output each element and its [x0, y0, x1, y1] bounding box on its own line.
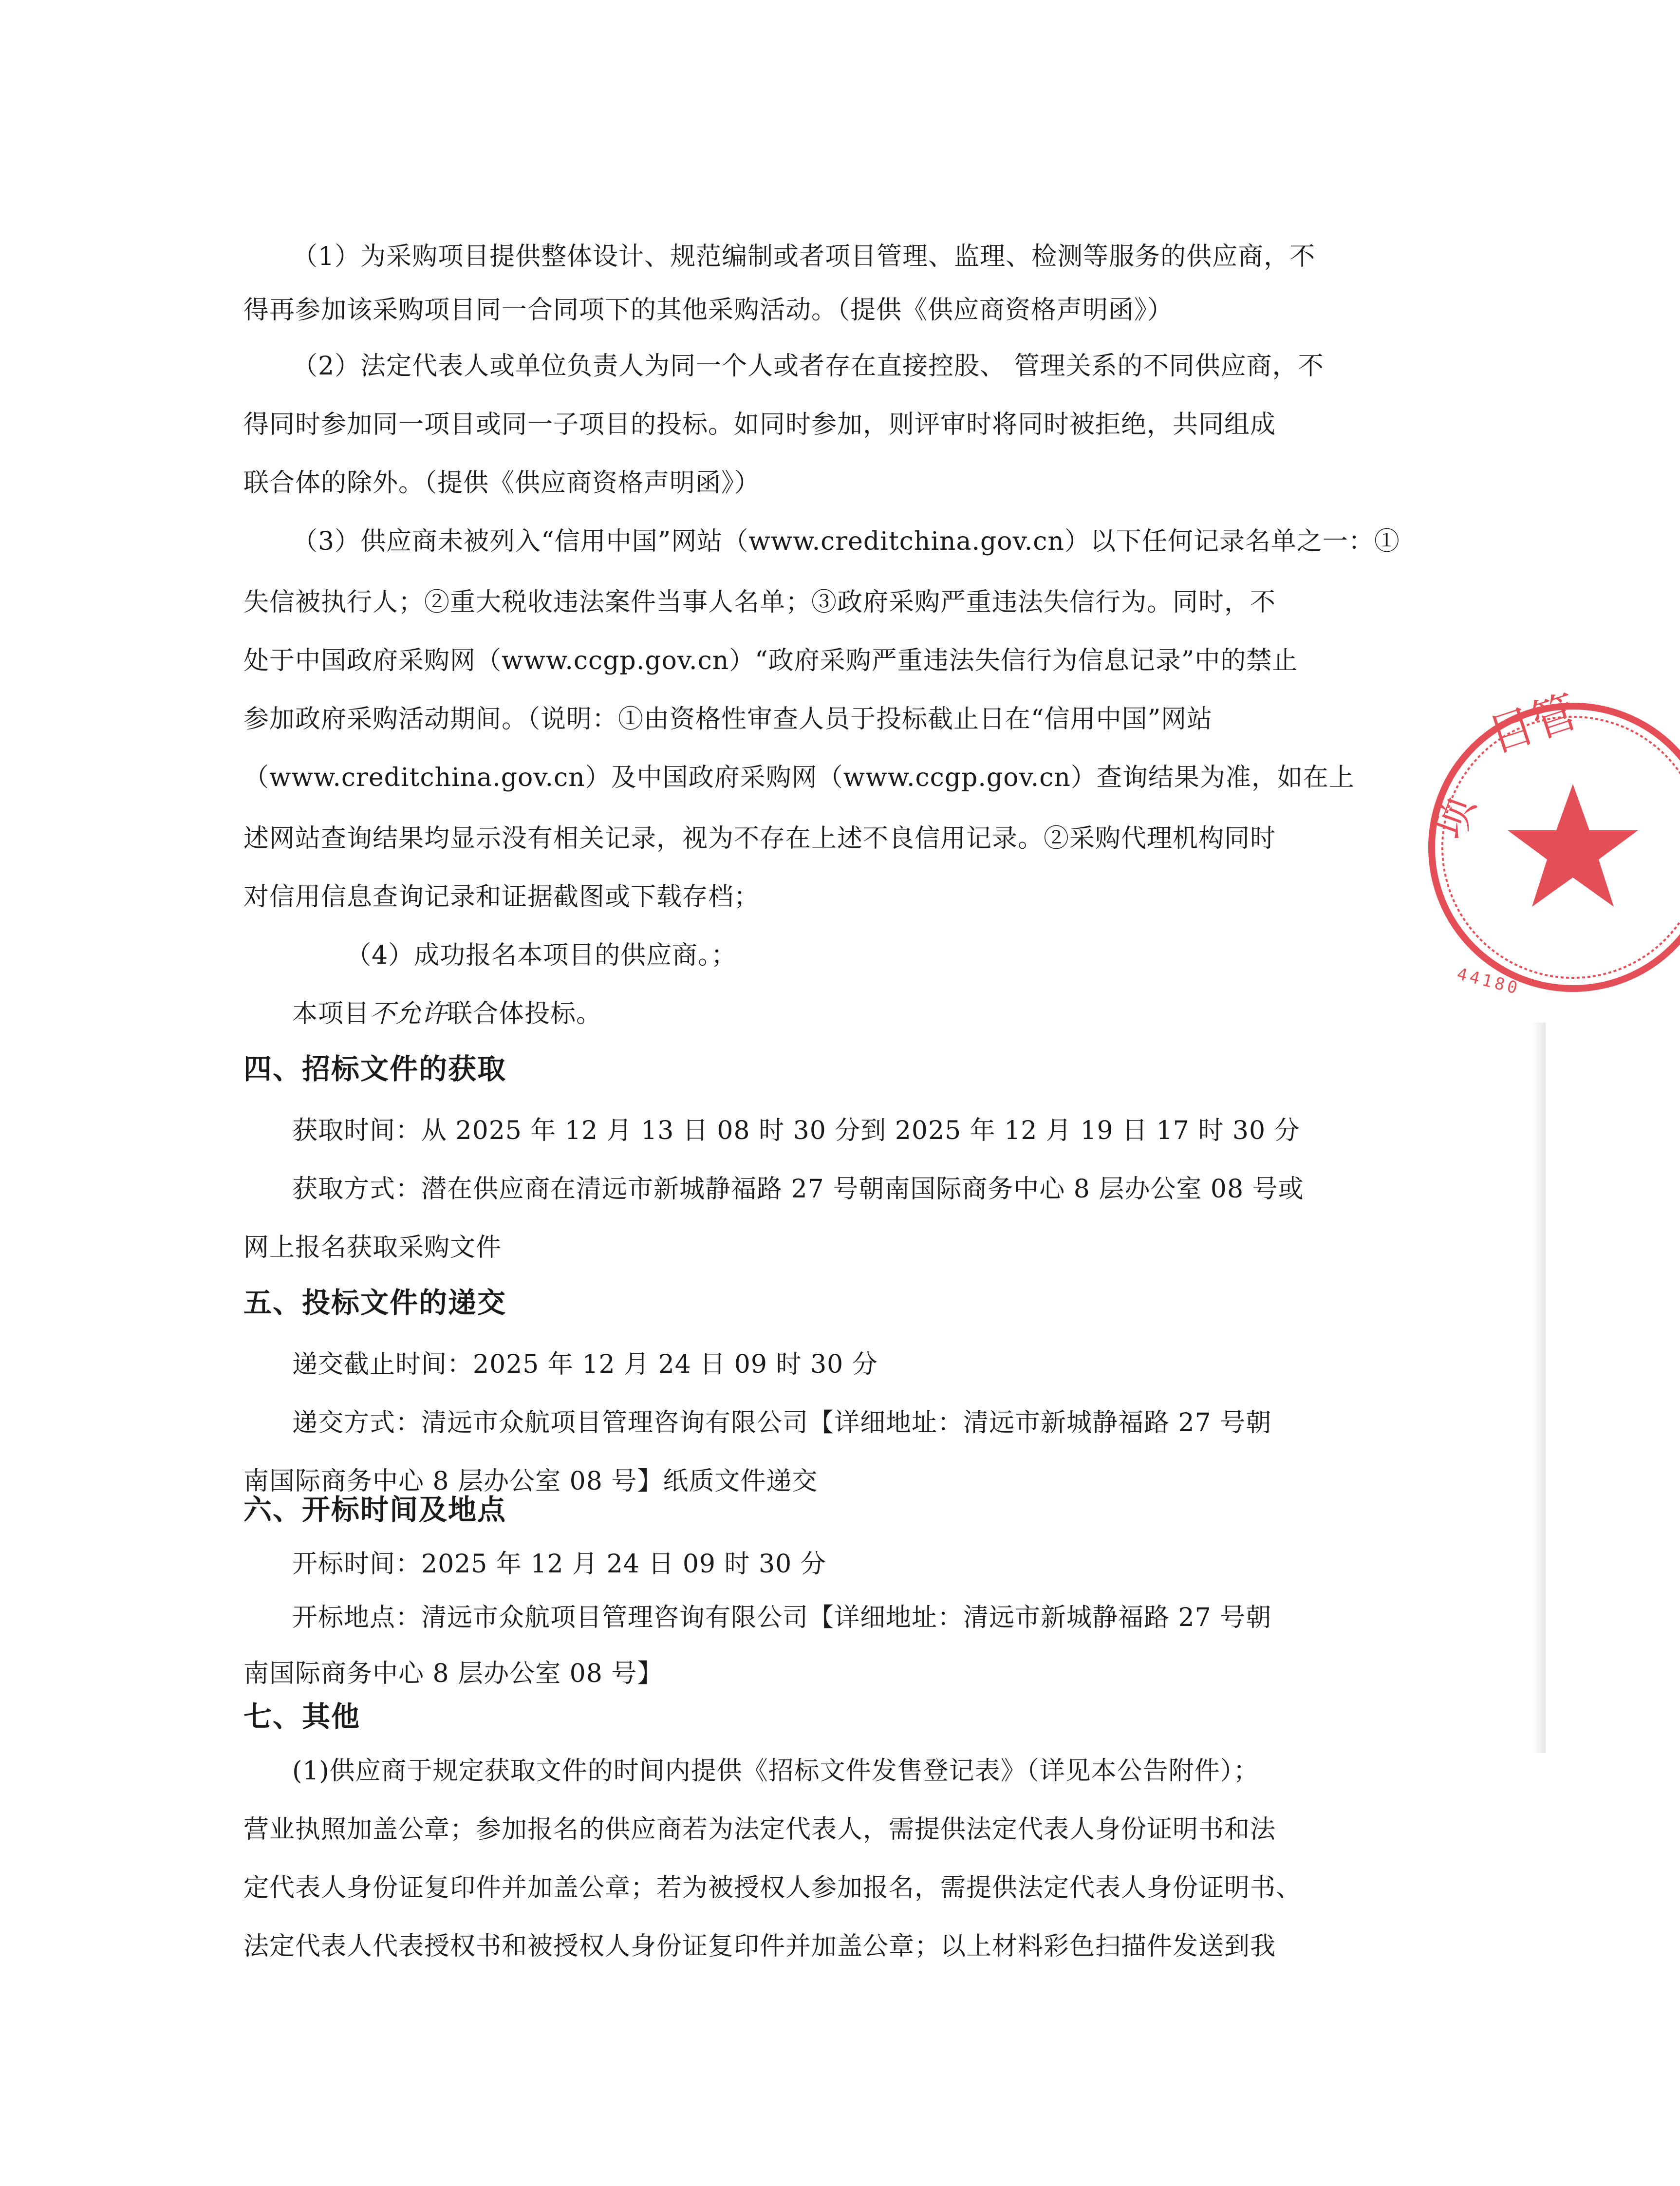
section-6-place-line-2: 南国际商务中心 8 层办公室 08 号】 [243, 1659, 663, 1688]
section-6-time: 开标时间：2025 年 12 月 24 日 09 时 30 分 [292, 1550, 826, 1579]
clause-2-line-1: （2）法定代表人或单位负责人为同一个人或者存在直接控股、 管理关系的不同供应商，不 [292, 352, 1324, 381]
seal-number: 44180 [1455, 964, 1522, 999]
section-6-heading: 六、开标时间及地点 [243, 1493, 507, 1526]
section-5-heading: 五、投标文件的递交 [243, 1286, 507, 1319]
clause-2-line-2: 得同时参加同一项目或同一子项目的投标。如同时参加，则评审时将同时被拒绝，共同组成 [243, 410, 1276, 439]
clause-1-line-2: 得再参加该采购项目同一合同项下的其他采购活动。（提供《供应商资格声明函》） [243, 296, 1174, 325]
section-4-heading: 四、招标文件的获取 [243, 1052, 507, 1085]
section-5-deadline: 递交截止时间：2025 年 12 月 24 日 09 时 30 分 [292, 1350, 878, 1379]
clause-3-line-2: 失信被执行人；②重大税收违法案件当事人名单；③政府采购严重违法失信行为。同时，不 [243, 588, 1276, 617]
section-7-heading: 七、其他 [243, 1700, 361, 1733]
section-6-place-line-1: 开标地点：清远市众航项目管理咨询有限公司【详细地址：清远市新城静福路 27 号朝 [292, 1603, 1272, 1632]
consortium-prefix: 本项目 [292, 999, 370, 1028]
company-seal-stamp [1424, 682, 1680, 1013]
scan-edge-shadow [1532, 1023, 1546, 1753]
section-7-line-2: 营业执照加盖公章；参加报名的供应商若为法定代表人，需提供法定代表人身份证明书和法 [243, 1815, 1276, 1844]
seal-star-icon [1508, 784, 1638, 907]
section-7-line-4: 法定代表人代表授权书和被授权人身份证复印件并加盖公章；以上材料彩色扫描件发送到我 [243, 1932, 1276, 1961]
consortium-value: 不允许 [370, 999, 448, 1028]
section-4-method-line-1: 获取方式：潜在供应商在清远市新城静福路 27 号朝南国际商务中心 8 层办公室 08 号或 [292, 1175, 1304, 1204]
clause-3-line-1: （3）供应商未被列入“信用中国”网站（www.creditchina.gov.cn）以下任何记录名单之一：① [292, 527, 1400, 556]
clause-4: （4）成功报名本项目的供应商。； [346, 941, 737, 970]
clause-1-line-1: （1）为采购项目提供整体设计、规范编制或者项目管理、监理、检测等服务的供应商，不 [292, 242, 1316, 271]
clause-3-line-6: 述网站查询结果均显示没有相关记录，视为不存在上述不良信用记录。②采购代理机构同时 [243, 824, 1276, 853]
clause-3-line-4: 参加政府采购活动期间。（说明：①由资格性审查人员于投标截止日在“信用中国”网站 [243, 705, 1213, 734]
section-7-line-3: 定代表人身份证复印件并加盖公章；若为被授权人参加报名，需提供法定代表人身份证明书、 [243, 1873, 1302, 1903]
seal-text-top: 目管 [1482, 685, 1584, 763]
section-4-time: 获取时间：从 2025 年 12 月 13 日 08 时 30 分到 2025 年 12 月 19 日 17 时 30 分 [292, 1116, 1300, 1145]
clause-2-line-3: 联合体的除外。（提供《供应商资格声明函》） [243, 468, 761, 498]
clause-3-line-3: 处于中国政府采购网（www.ccgp.gov.cn）“政府采购严重违法失信行为信息记录”中的禁止 [243, 646, 1298, 675]
clause-3-line-7: 对信用信息查询记录和证据截图或下载存档； [243, 882, 760, 912]
section-4-method-line-2: 网上报名获取采购文件 [243, 1233, 502, 1262]
consortium-suffix: 联合体投标。 [447, 999, 602, 1028]
section-5-method-line-2: 南国际商务中心 8 层办公室 08 号】纸质文件递交 [243, 1467, 818, 1496]
section-5-method-line-1: 递交方式：清远市众航项目管理咨询有限公司【详细地址：清远市新城静福路 27 号朝 [292, 1408, 1272, 1438]
clause-3-line-5: （www.creditchina.gov.cn）及中国政府采购网（www.ccgp.gov.cn）查询结果为准，如在上 [243, 763, 1355, 792]
consortium-statement [292, 998, 602, 1029]
section-7-line-1: (1)供应商于规定获取文件的时间内提供《招标文件发售登记表》（详见本公告附件）； [292, 1756, 1259, 1786]
seal-text-side: 项 [1424, 790, 1485, 846]
